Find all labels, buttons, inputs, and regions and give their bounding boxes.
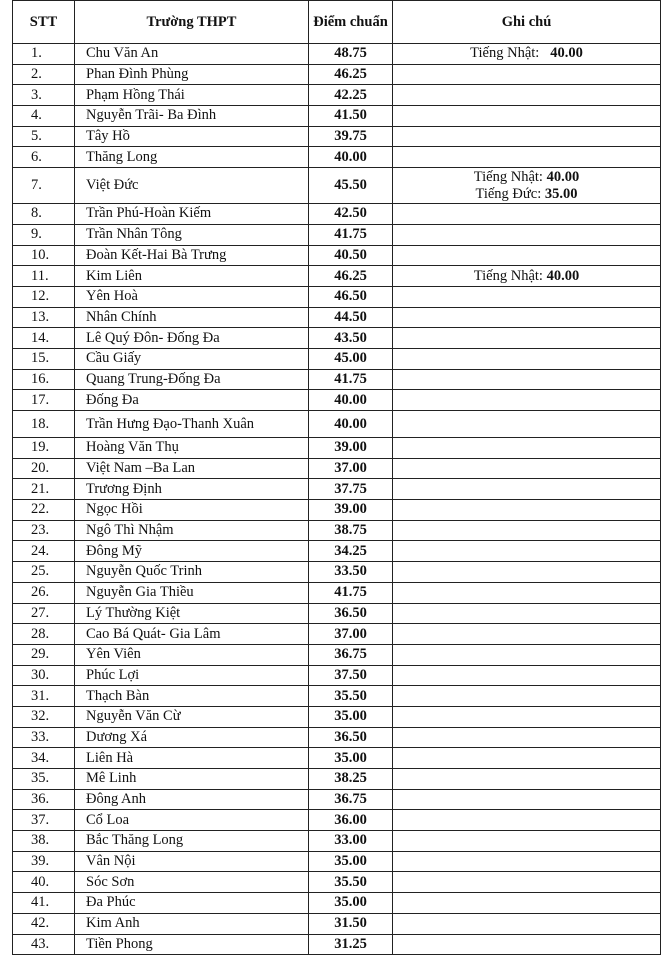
table-row: [13, 369, 661, 390]
row-note: [393, 644, 661, 665]
row-note: [393, 789, 661, 810]
row-stt: 30.: [13, 665, 75, 686]
row-cutoff-score: 33.00: [309, 831, 393, 852]
table-row: [13, 748, 661, 769]
table-row: [13, 328, 661, 349]
table-row: [13, 64, 661, 85]
row-note: [393, 411, 661, 438]
row-note: [393, 893, 661, 914]
row-stt: 24.: [13, 541, 75, 562]
table-row: [13, 438, 661, 459]
note-value: 40.00: [546, 168, 580, 185]
row-school-name: Cầu Giấy: [75, 348, 309, 369]
row-note: [393, 562, 661, 583]
row-cutoff-score: 38.25: [309, 769, 393, 790]
note-value: 35.00: [544, 185, 578, 202]
row-stt: 17.: [13, 390, 75, 411]
note-line: [393, 169, 660, 186]
row-stt: 43.: [13, 934, 75, 955]
row-stt: 6.: [13, 147, 75, 168]
row-stt: 12.: [13, 286, 75, 307]
row-stt: 41.: [13, 893, 75, 914]
row-note: [393, 769, 661, 790]
table-row: [13, 872, 661, 893]
table-row: [13, 831, 661, 852]
table-row: [13, 562, 661, 583]
row-cutoff-score: 39.00: [309, 500, 393, 521]
row-school-name: Đống Đa: [75, 390, 309, 411]
row-note: [393, 64, 661, 85]
row-school-name: Yên Hoà: [75, 286, 309, 307]
row-stt: 36.: [13, 789, 75, 810]
row-note: [393, 624, 661, 645]
row-school-name: Tây Hồ: [75, 126, 309, 147]
note-value: 40.00: [546, 267, 580, 284]
row-stt: 26.: [13, 582, 75, 603]
row-cutoff-score: 35.00: [309, 748, 393, 769]
table-row: [13, 769, 661, 790]
row-note: [393, 85, 661, 106]
row-cutoff-score: 48.75: [309, 44, 393, 65]
row-cutoff-score: 40.50: [309, 245, 393, 266]
row-cutoff-score: 46.25: [309, 266, 393, 287]
row-school-name: Trần Hưng Đạo-Thanh Xuân: [75, 411, 309, 438]
row-school-name: Yên Viên: [75, 644, 309, 665]
note-line: [393, 186, 660, 203]
row-cutoff-score: 33.50: [309, 562, 393, 583]
row-school-name: Bắc Thăng Long: [75, 831, 309, 852]
row-note: [393, 458, 661, 479]
table-row: [13, 286, 661, 307]
row-note: [393, 686, 661, 707]
table-row: [13, 706, 661, 727]
row-note: [393, 831, 661, 852]
row-stt: 33.: [13, 727, 75, 748]
row-note: [393, 665, 661, 686]
row-cutoff-score: 35.00: [309, 893, 393, 914]
row-note: [393, 582, 661, 603]
row-stt: 11.: [13, 266, 75, 287]
row-cutoff-score: 38.75: [309, 520, 393, 541]
row-school-name: Lý Thường Kiệt: [75, 603, 309, 624]
note-label: Tiếng Nhật:: [473, 267, 547, 284]
note-label: Tiếng Nhật:: [470, 45, 551, 62]
row-school-name: Việt Nam –Ba Lan: [75, 458, 309, 479]
row-school-name: Nhân Chính: [75, 307, 309, 328]
row-school-name: Việt Đức: [75, 168, 309, 204]
row-stt: 39.: [13, 851, 75, 872]
table-row: [13, 893, 661, 914]
row-cutoff-score: 43.50: [309, 328, 393, 349]
row-cutoff-score: 45.00: [309, 348, 393, 369]
row-note: [393, 266, 661, 287]
header-stt: STT: [13, 1, 75, 44]
row-cutoff-score: 35.00: [309, 706, 393, 727]
table-row: [13, 479, 661, 500]
row-cutoff-score: 46.25: [309, 64, 393, 85]
row-note: [393, 913, 661, 934]
table-row: [13, 582, 661, 603]
row-note: [393, 348, 661, 369]
row-stt: 27.: [13, 603, 75, 624]
note-label: Tiếng Đức:: [475, 185, 545, 202]
table-row: [13, 500, 661, 521]
table-row: [13, 390, 661, 411]
header-note: Ghi chú: [393, 1, 661, 44]
row-note: [393, 520, 661, 541]
note-value: 40.00: [550, 45, 583, 62]
row-stt: 14.: [13, 328, 75, 349]
row-stt: 35.: [13, 769, 75, 790]
table-row: [13, 307, 661, 328]
row-stt: 1.: [13, 44, 75, 65]
row-stt: 25.: [13, 562, 75, 583]
table-row: [13, 810, 661, 831]
row-note: [393, 748, 661, 769]
row-note: [393, 168, 661, 204]
row-stt: 34.: [13, 748, 75, 769]
row-cutoff-score: 39.75: [309, 126, 393, 147]
row-school-name: Phan Đình Phùng: [75, 64, 309, 85]
row-note: [393, 328, 661, 349]
row-note: [393, 603, 661, 624]
row-stt: 3.: [13, 85, 75, 106]
row-school-name: Trần Nhân Tông: [75, 224, 309, 245]
row-stt: 38.: [13, 831, 75, 852]
table-row: [13, 727, 661, 748]
row-stt: 13.: [13, 307, 75, 328]
row-note: [393, 934, 661, 955]
row-cutoff-score: 42.25: [309, 85, 393, 106]
row-note: [393, 872, 661, 893]
note-line: [393, 268, 660, 285]
row-stt: 40.: [13, 872, 75, 893]
row-cutoff-score: 31.50: [309, 913, 393, 934]
row-cutoff-score: 41.75: [309, 369, 393, 390]
row-school-name: Trần Phú-Hoàn Kiếm: [75, 204, 309, 225]
row-cutoff-score: 35.50: [309, 872, 393, 893]
row-school-name: Sóc Sơn: [75, 872, 309, 893]
admission-scores-table: [12, 0, 661, 955]
table-row: [13, 224, 661, 245]
table-row: [13, 245, 661, 266]
table-row: [13, 204, 661, 225]
table-row: [13, 348, 661, 369]
row-stt: 22.: [13, 500, 75, 521]
row-stt: 4.: [13, 106, 75, 127]
table-row: [13, 603, 661, 624]
row-school-name: Cổ Loa: [75, 810, 309, 831]
table-row: [13, 789, 661, 810]
row-stt: 10.: [13, 245, 75, 266]
row-stt: 15.: [13, 348, 75, 369]
row-note: [393, 500, 661, 521]
row-school-name: Đoàn Kết-Hai Bà Trưng: [75, 245, 309, 266]
row-cutoff-score: 41.75: [309, 224, 393, 245]
row-note: [393, 286, 661, 307]
row-school-name: Kim Liên: [75, 266, 309, 287]
row-cutoff-score: 36.50: [309, 727, 393, 748]
row-school-name: Mê Linh: [75, 769, 309, 790]
row-cutoff-score: 44.50: [309, 307, 393, 328]
row-cutoff-score: 41.75: [309, 582, 393, 603]
row-cutoff-score: 42.50: [309, 204, 393, 225]
table-row: [13, 851, 661, 872]
row-cutoff-score: 40.00: [309, 411, 393, 438]
row-school-name: Dương Xá: [75, 727, 309, 748]
note-label: Tiếng Nhật:: [473, 168, 547, 185]
table-row: [13, 106, 661, 127]
row-note: [393, 106, 661, 127]
row-cutoff-score: 37.75: [309, 479, 393, 500]
row-school-name: Quang Trung-Đống Đa: [75, 369, 309, 390]
table-row: [13, 934, 661, 955]
row-note: [393, 204, 661, 225]
note-line: [393, 45, 660, 62]
header-score: Điểm chuẩn: [309, 1, 393, 44]
row-cutoff-score: 40.00: [309, 147, 393, 168]
row-cutoff-score: 36.00: [309, 810, 393, 831]
row-cutoff-score: 37.50: [309, 665, 393, 686]
row-cutoff-score: 40.00: [309, 390, 393, 411]
row-school-name: Phạm Hồng Thái: [75, 85, 309, 106]
row-note: [393, 541, 661, 562]
row-stt: 9.: [13, 224, 75, 245]
table-body: [13, 44, 661, 955]
row-school-name: Đông Mỹ: [75, 541, 309, 562]
row-note: [393, 706, 661, 727]
row-school-name: Lê Quý Đôn- Đống Đa: [75, 328, 309, 349]
row-note: [393, 851, 661, 872]
row-cutoff-score: 36.50: [309, 603, 393, 624]
row-note: [393, 810, 661, 831]
row-note: [393, 224, 661, 245]
table-row: [13, 126, 661, 147]
row-note: [393, 126, 661, 147]
row-cutoff-score: 46.50: [309, 286, 393, 307]
row-note: [393, 307, 661, 328]
row-cutoff-score: 39.00: [309, 438, 393, 459]
row-note: [393, 369, 661, 390]
row-school-name: Đông Anh: [75, 789, 309, 810]
row-note: [393, 44, 661, 65]
row-cutoff-score: 35.50: [309, 686, 393, 707]
table-row: [13, 168, 661, 204]
row-cutoff-score: 35.00: [309, 851, 393, 872]
table-row: [13, 266, 661, 287]
table-row: [13, 686, 661, 707]
row-school-name: Trương Định: [75, 479, 309, 500]
table-row: [13, 913, 661, 934]
row-stt: 16.: [13, 369, 75, 390]
row-cutoff-score: 36.75: [309, 789, 393, 810]
row-stt: 42.: [13, 913, 75, 934]
row-cutoff-score: 37.00: [309, 458, 393, 479]
row-school-name: Nguyễn Văn Cừ: [75, 706, 309, 727]
row-school-name: Nguyễn Trãi- Ba Đình: [75, 106, 309, 127]
row-cutoff-score: 36.75: [309, 644, 393, 665]
row-school-name: Chu Văn An: [75, 44, 309, 65]
row-school-name: Thạch Bàn: [75, 686, 309, 707]
row-stt: 23.: [13, 520, 75, 541]
table-row: [13, 644, 661, 665]
row-school-name: Nguyễn Gia Thiều: [75, 582, 309, 603]
table-row: [13, 520, 661, 541]
row-note: [393, 727, 661, 748]
row-note: [393, 390, 661, 411]
row-school-name: Hoàng Văn Thụ: [75, 438, 309, 459]
row-note: [393, 245, 661, 266]
row-note: [393, 438, 661, 459]
row-stt: 20.: [13, 458, 75, 479]
table-row: [13, 458, 661, 479]
row-stt: 7.: [13, 168, 75, 204]
row-stt: 32.: [13, 706, 75, 727]
row-school-name: Ngô Thì Nhậm: [75, 520, 309, 541]
admission-scores-sheet: [12, 0, 660, 955]
row-school-name: Thăng Long: [75, 147, 309, 168]
row-stt: 18.: [13, 411, 75, 438]
row-stt: 2.: [13, 64, 75, 85]
row-school-name: Liên Hà: [75, 748, 309, 769]
row-stt: 28.: [13, 624, 75, 645]
table-row: [13, 85, 661, 106]
header-school: Trường THPT: [75, 1, 309, 44]
row-stt: 31.: [13, 686, 75, 707]
table-row: [13, 624, 661, 645]
table-header-row: [13, 1, 661, 44]
table-row: [13, 44, 661, 65]
row-school-name: Tiền Phong: [75, 934, 309, 955]
row-cutoff-score: 41.50: [309, 106, 393, 127]
row-school-name: Nguyễn Quốc Trinh: [75, 562, 309, 583]
row-stt: 8.: [13, 204, 75, 225]
row-school-name: Cao Bá Quát- Gia Lâm: [75, 624, 309, 645]
table-row: [13, 411, 661, 438]
row-school-name: Kim Anh: [75, 913, 309, 934]
table-row: [13, 541, 661, 562]
row-cutoff-score: 45.50: [309, 168, 393, 204]
row-stt: 37.: [13, 810, 75, 831]
row-note: [393, 479, 661, 500]
row-school-name: Đa Phúc: [75, 893, 309, 914]
table-row: [13, 147, 661, 168]
row-stt: 5.: [13, 126, 75, 147]
row-cutoff-score: 34.25: [309, 541, 393, 562]
row-stt: 19.: [13, 438, 75, 459]
row-cutoff-score: 31.25: [309, 934, 393, 955]
row-school-name: Phúc Lợi: [75, 665, 309, 686]
row-cutoff-score: 37.00: [309, 624, 393, 645]
row-school-name: Vân Nội: [75, 851, 309, 872]
row-stt: 29.: [13, 644, 75, 665]
row-note: [393, 147, 661, 168]
row-school-name: Ngọc Hồi: [75, 500, 309, 521]
row-stt: 21.: [13, 479, 75, 500]
table-row: [13, 665, 661, 686]
